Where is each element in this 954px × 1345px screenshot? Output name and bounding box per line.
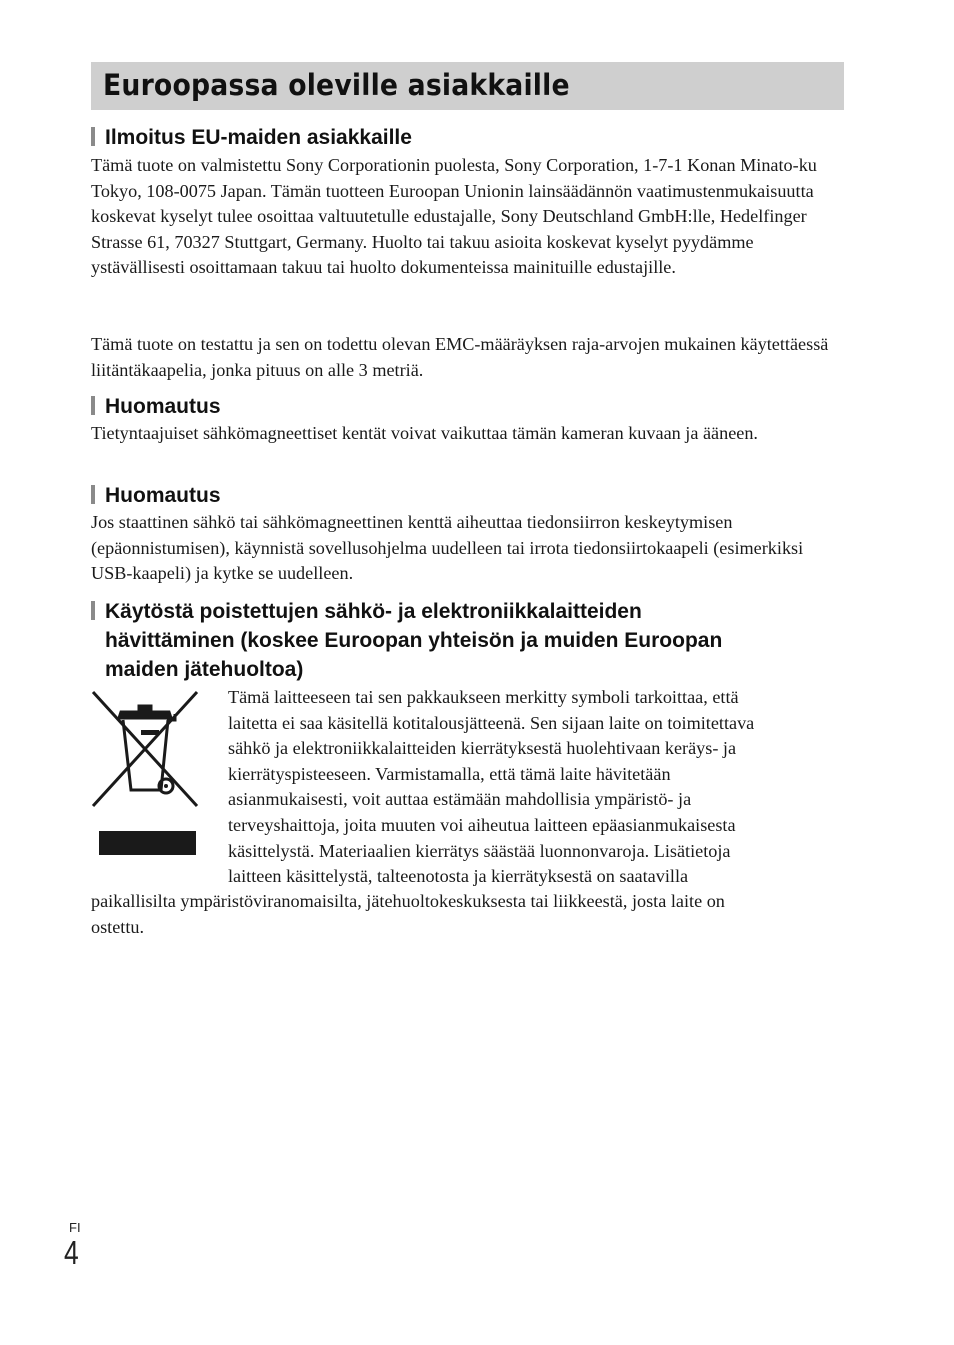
heading-marker bbox=[91, 396, 95, 415]
weee-body-line: laitetta ei saa käsitellä kotitalousjätteenä. Sen sijaan laite on toimitettava bbox=[228, 712, 755, 733]
section-heading-text: Huomautus bbox=[105, 484, 221, 507]
note-1-paragraph: Tietyntaajuiset sähkömagneettiset kentät voivat vaikuttaa tämän kameran kuvaan ja ääneen. bbox=[91, 423, 758, 443]
heading-marker bbox=[91, 485, 95, 504]
weee-heading-line: Käytöstä poistettujen sähkö- ja elektroniikkalaitteiden bbox=[105, 600, 642, 623]
weee-body bbox=[228, 685, 834, 890]
section-heading-note-2 bbox=[91, 481, 221, 510]
section-heading-eu-notice bbox=[91, 123, 412, 152]
section-heading-note-1 bbox=[91, 392, 221, 421]
page-number: 4 bbox=[64, 1234, 79, 1271]
language-code: FI bbox=[69, 1220, 81, 1235]
weee-body-line: Tämä laitteeseen tai sen pakkaukseen merkitty symboli tarkoittaa, että bbox=[228, 687, 739, 707]
eu-notice-paragraph: Tämä tuote on valmistettu Sony Corporationin puolesta, Sony Corporation, 1-7-1 Konan Minato-ku Tokyo, 108-0075 Japan. Tämän tuotteen Euroopan Unionin lainsäädännön vaatimustenmukaisuutta koskevat kyselyt tulee osoittaa valtuutetulle edustajalle, Sony Deutschland GmbH:lle, Hedelfinger Strasse 61, 70327 Stuttgart, Germany. Huolto tai takuu asioita koskevat kyselyt pyydämme ystävällisesti osoittamaan takuu tai huolto dokumenteissa mainituille edustajille. bbox=[91, 155, 817, 278]
weee-body-line: terveyshaittoja, joita muuten voi aiheutua laitteen epäasianmukaisesta bbox=[228, 814, 736, 835]
solid-bar bbox=[99, 831, 196, 855]
section-heading-text: Huomautus bbox=[105, 395, 221, 418]
weee-tail-line: paikallisilta ympäristöviranomaisilta, jätehuoltokeskuksesta tai liikkeestä, josta laite on bbox=[91, 891, 725, 911]
weee-tail-line: ostettu. bbox=[91, 916, 145, 937]
weee-body-line: sähkö ja elektroniikkalaitteiden kierrätyksestä huolehtivaan keräys- ja bbox=[228, 738, 737, 759]
note-2-paragraph: Jos staattinen sähkö tai sähkömagneettinen kenttä aiheuttaa tiedonsiirron keskeytymisen (epäonnistumisen), käynnistä sovellusohjelma uudelleen tai irrota tiedonsiirtokaapeli (esimerkiksi USB-kaapeli) ja kytke se uudelleen. bbox=[91, 512, 804, 584]
section-heading-text: Ilmoitus EU-maiden asiakkaille bbox=[105, 126, 412, 149]
weee-body-line: asianmukaisesti, voit auttaa estämään mahdollisia ympäristö- ja bbox=[228, 789, 692, 810]
title-banner bbox=[91, 62, 844, 110]
section-heading-weee bbox=[91, 597, 722, 684]
weee-tail bbox=[91, 889, 839, 940]
weee-heading-line: maiden jätehuoltoa) bbox=[105, 658, 304, 681]
weee-heading-line: hävittäminen (koskee Euroopan yhteisön ja muiden Euroopan bbox=[105, 629, 723, 652]
weee-body-line: kierrätyspisteeseen. Varmistamalla, että tämä laite hävitetään bbox=[228, 763, 671, 784]
heading-marker bbox=[91, 601, 95, 620]
emc-paragraph: Tämä tuote on testattu ja sen on todettu olevan EMC-määräyksen raja-arvojen mukainen käytettäessä liitäntäkaapelia, jonka pituus on alle 3 metriä. bbox=[91, 334, 829, 380]
weee-body-line: käsittelystä. Materiaalien kierrätys säästää luonnonvaroja. Lisätietoja bbox=[228, 840, 731, 861]
weee-body-line: laitteen käsittelystä, talteenotosta ja kierrätyksestä on saatavilla bbox=[228, 866, 689, 887]
heading-marker bbox=[91, 127, 95, 146]
crossed-out-wheelie-bin-icon bbox=[91, 690, 199, 860]
page-title: Euroopassa oleville asiakkaille bbox=[103, 68, 570, 102]
